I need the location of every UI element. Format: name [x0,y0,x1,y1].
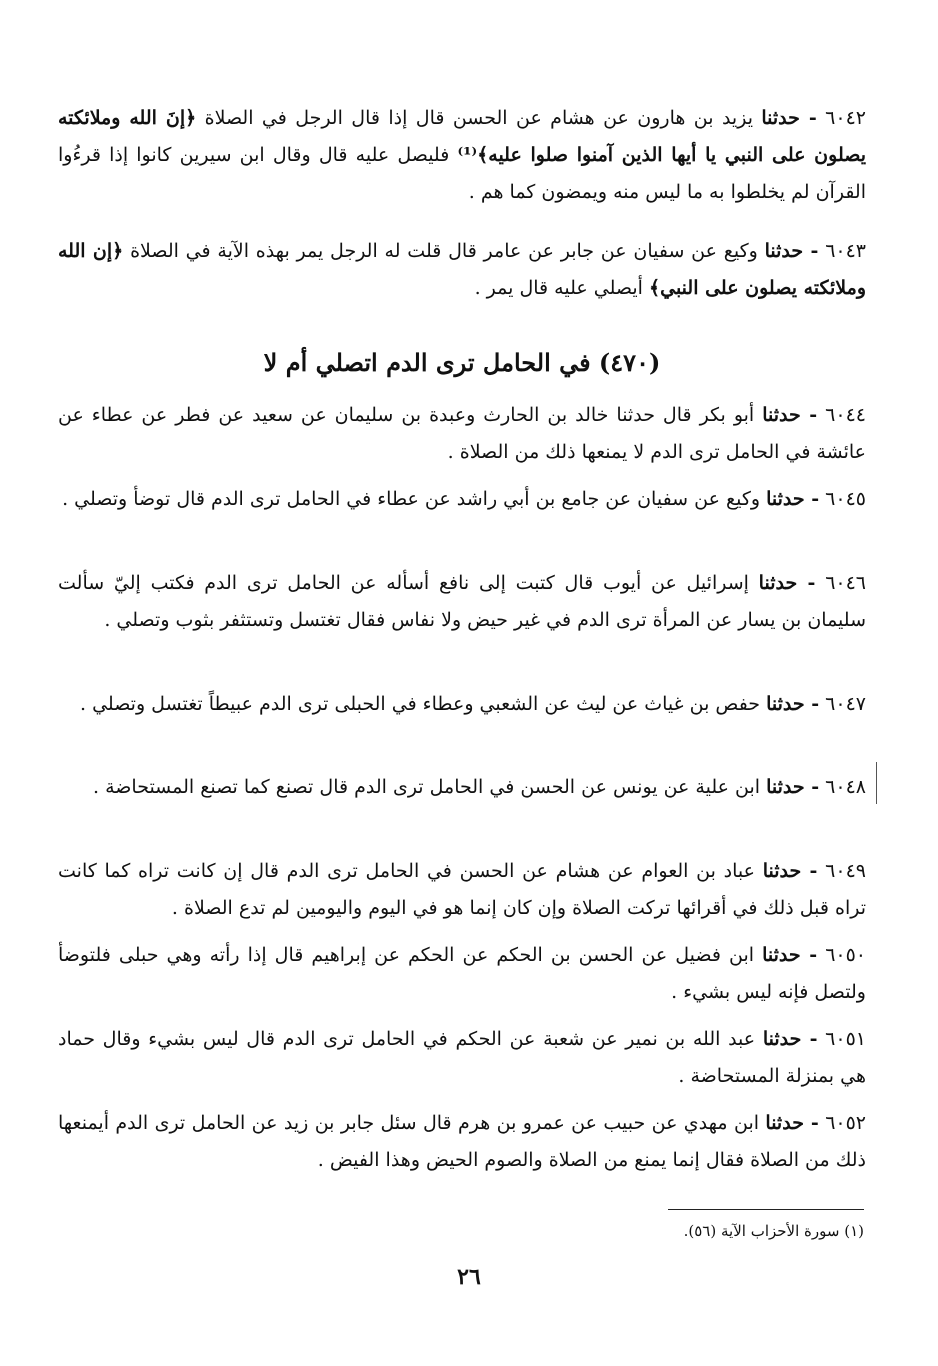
hadith-text: ابن علية عن يونس عن الحسن في الحامل ترى الدم قال تصنع كما تصنع المستحاضة . [93,776,767,798]
hadith-paragraph-6049 [58,853,866,927]
hadith-text: حفص بن غياث عن ليث عن الشعبي وعطاء في الحبلى ترى الدم عبيطاً تغتسل وتصلي . [80,693,767,715]
hadith-paragraph-6044 [58,397,866,471]
hadith-number: ٦٠٤٥ [825,488,866,510]
hadith-lead: - حدثنا [762,1028,818,1050]
hadith-text: عباد بن العوام عن هشام عن الحسن في الحامل ترى الدم قال إن كانت تراه كما كانت تراه قبل ذلك في أقرائها تركت الصلاة وإن كان إنما هو في اليوم واليومين لم تدع الصلاة . [58,860,866,919]
hadith-number: ٦٠٥٢ [825,1112,867,1134]
hadith-text: وكيع عن سفيان عن جابر عن عامر قال قلت له الرجل يمر بهذه الآية في الصلاة [123,240,765,262]
margin-mark [876,762,877,804]
page-number: ٢٦ [457,1264,481,1290]
hadith-number: ٦٠٤٢ [825,107,866,129]
hadith-lead: - حدثنا [758,572,816,594]
hadith-number: ٦٠٥٠ [825,944,867,966]
hadith-paragraph-6046 [58,565,866,639]
hadith-lead: - حدثنا [764,240,819,262]
hadith-text: ابن فضيل عن الحسن بن الحكم عن الحكم عن إبراهيم قال إذا رأته وهي حبلى فلتوضأ ولتصل فإنه ليس بشيء . [58,944,866,1003]
hadith-paragraph-6047 [58,686,866,723]
hadith-number: ٦٠٤٧ [825,693,866,715]
hadith-number: ٦٠٤٣ [825,240,867,262]
hadith-text: وكيع عن سفيان عن جامع بن أبي راشد عن عطاء في الحامل ترى الدم قال توضأ وتصلي . [62,488,767,510]
hadith-paragraph-6043 [58,233,866,307]
hadith-text: أبو بكر قال حدثنا خالد بن الحارث وعبدة بن سليمان عن سعيد عن فطر عن عطاء عن عائشة في الحامل ترى الدم لا يمنعها ذلك من الصلاة . [58,404,866,463]
hadith-text-rest: أيصلي عليه قال يمر . [474,277,649,299]
hadith-number: ٦٠٥١ [825,1028,866,1050]
hadith-number: ٦٠٤٤ [825,404,866,426]
hadith-lead: - حدثنا [761,107,817,129]
hadith-number: ٦٠٤٨ [825,776,866,798]
hadith-paragraph-6050 [58,937,866,1011]
footnote-separator [668,1209,864,1210]
quran-quote: ﴿إنَ الله وملائكته يصلون على النبي يا أيها الذين آمنوا صلوا عليه﴾⁽¹⁾ [58,107,867,166]
chapter-heading: (٤٧٠) في الحامل ترى الدم اتصلي أم لا [263,348,661,377]
hadith-paragraph-6045 [58,481,866,518]
hadith-paragraph-6052 [58,1105,866,1179]
hadith-text: ابن مهدي عن حبيب عن عمرو بن هرم قال سئل جابر بن زيد عن الحامل ترى الدم أيمنعها ذلك من الصلاة فقال إنما يمنع من الصلاة والصوم الحيض وهذا الفيض . [58,1112,866,1171]
hadith-paragraph-6048 [58,769,866,806]
hadith-text: إسرائيل عن أيوب قال كتبت إلى نافع أسأله عن الحامل ترى الدم فكتب إليّ سألت سليمان بن يسار عن المرأة ترى الدم في غير حيض ولا نفاس فقال تغتسل وتستثفر بثوب وتصلي . [58,572,866,631]
hadith-lead: - حدثنا [762,860,818,882]
hadith-text-rest: فليصل عليه قال وقال ابن سيرين كانوا إذا قرءُوا القرآن لم يخلطوا به ما ليس منه ويمضون كما هم . [58,144,866,203]
hadith-lead: - حدثنا [762,944,818,966]
hadith-text: يزيد بن هارون عن هشام عن الحسن قال إذا قال الرجل في الصلاة [196,107,762,129]
hadith-text: عبد الله بن نمير عن شعبة عن الحكم في الحامل ترى الدم قال ليس بشيء وقال حماد هي بمنزلة المستحاضة . [58,1028,866,1087]
hadith-lead: - حدثنا [762,404,818,426]
hadith-lead: - حدثنا [766,488,820,510]
hadith-paragraph-6042 [58,100,866,211]
quran-quote: ﴿إن الله وملائكته يصلون على النبي﴾ [58,240,866,299]
hadith-lead: - حدثنا [765,1112,819,1134]
footnote: (١) سورة الأحزاب الآية (٥٦). [683,1222,864,1240]
hadith-number: ٦٠٤٩ [825,860,866,882]
hadith-lead: - حدثنا [766,693,820,715]
hadith-number: ٦٠٤٦ [825,572,867,594]
hadith-paragraph-6051 [58,1021,866,1095]
hadith-lead: - حدثنا [766,776,820,798]
